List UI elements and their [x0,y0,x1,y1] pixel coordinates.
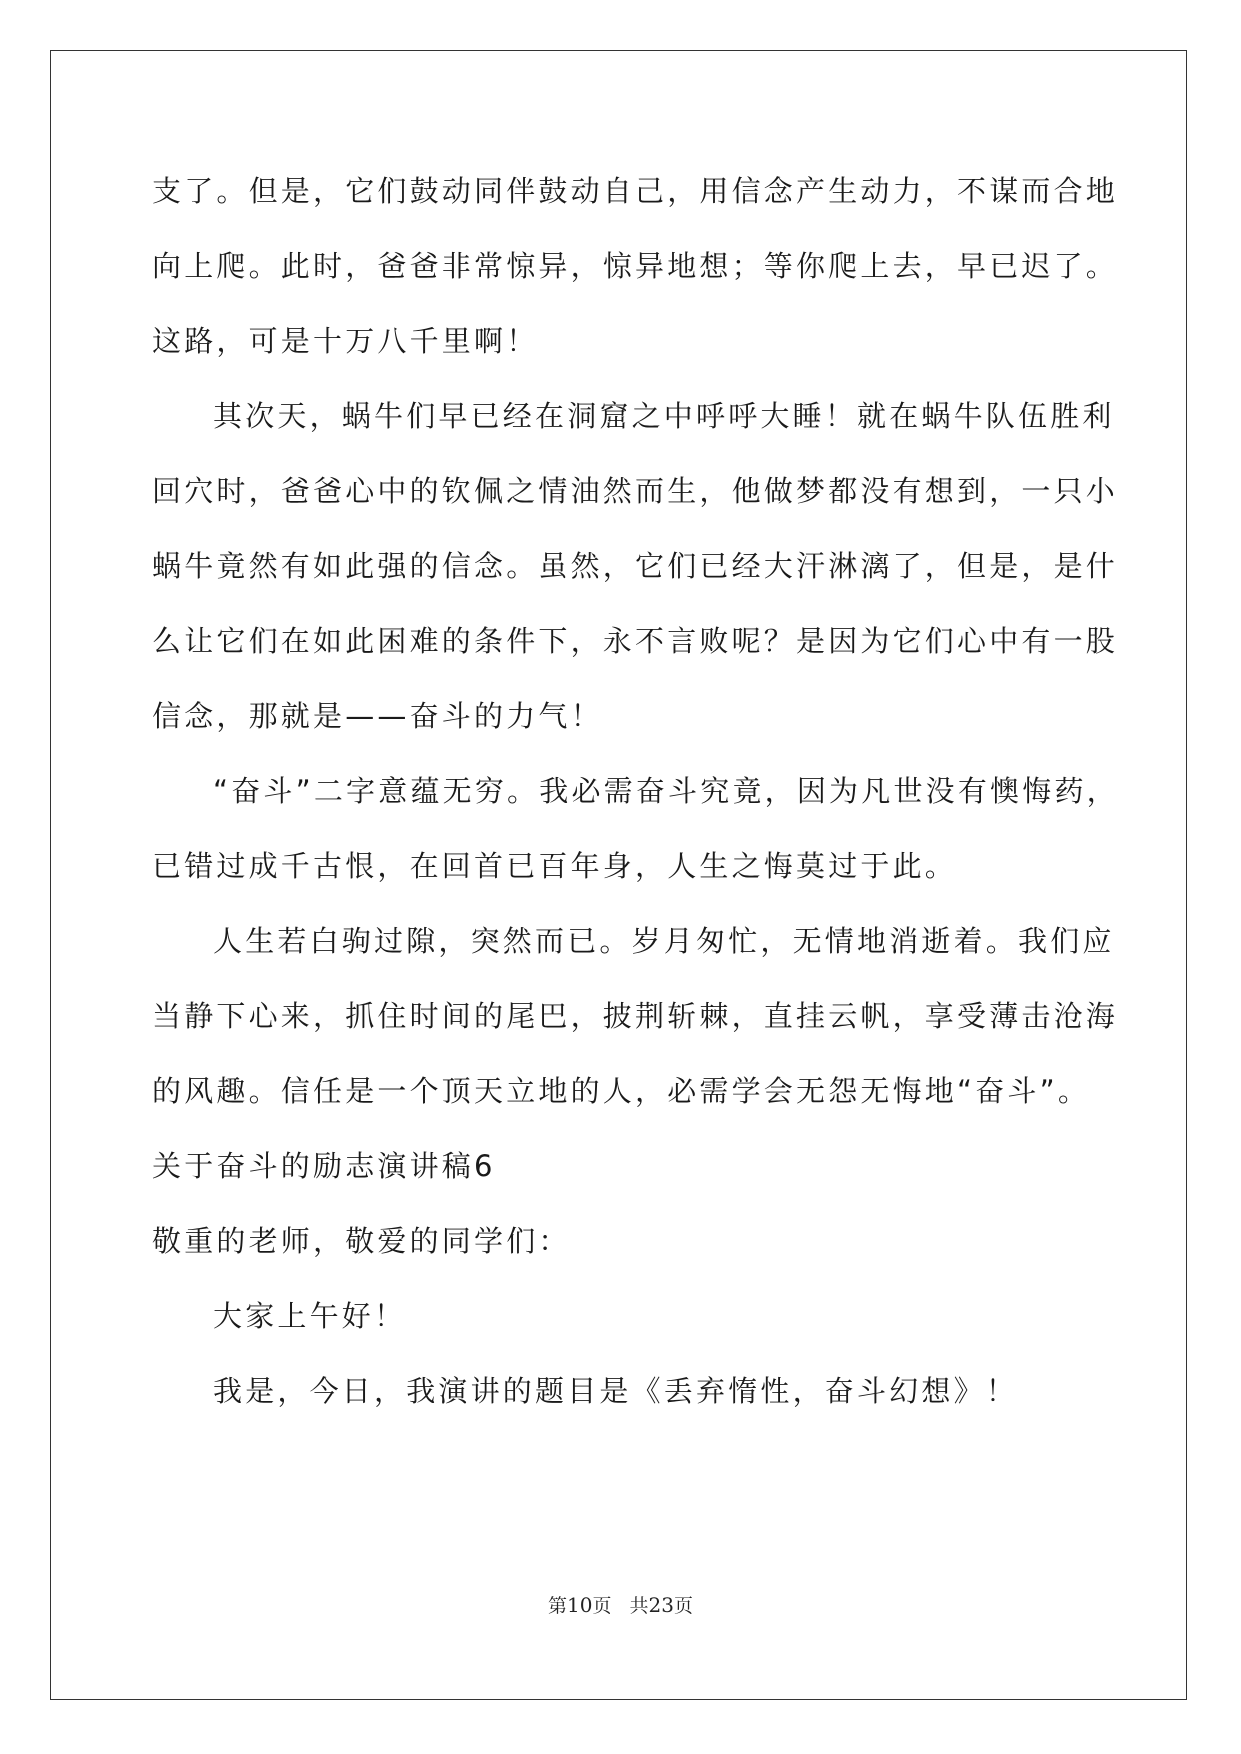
total-prefix: 共 [629,1595,649,1617]
paragraph-line: 我是，今日，我演讲的题目是《丢弃惰性，奋斗幻想》！ [213,1374,1019,1408]
paragraph-line: 向上爬。此时，爸爸非常惊异，惊异地想；等你爬上去，早已迟了。 [152,249,1119,283]
total-unit: 页 [673,1595,693,1617]
page-footer [0,1593,1241,1618]
paragraph-line: 回穴时，爸爸心中的钦佩之情油然而生，他做梦都没有想到，一只小 [152,474,1119,508]
paragraph-line: 蜗牛竟然有如此强的信念。虽然，它们已经大汗淋漓了，但是，是什 [152,549,1119,583]
paragraph-line: 当静下心来，抓住时间的尾巴，披荆斩棘，直挂云帆，享受薄击沧海 [152,999,1119,1033]
total-pages: 23 [648,1593,674,1617]
greeting-line: 大家上午好！ [213,1299,407,1333]
section-heading: 关于奋斗的励志演讲稿6 [152,1149,496,1183]
paragraph-line: 么让它们在如此困难的条件下，永不言败呢？是因为它们心中有一股 [152,624,1119,658]
paragraph-line: 信念，那就是——奋斗的力气！ [152,699,603,733]
page-prefix: 第 [548,1595,568,1617]
page-number: 10 [567,1593,593,1617]
paragraph-line: 这路，可是十万八千里啊！ [152,324,539,358]
paragraph-line: 其次天，蜗牛们早已经在洞窟之中呼呼大睡！就在蜗牛队伍胜利 [213,399,1115,433]
paragraph-line: 的风趣。信任是一个顶天立地的人，必需学会无怨无悔地“奋斗”。 [152,1074,1091,1108]
paragraph-line: “奋斗”二字意蕴无穷。我必需奋斗究竟，因为凡世没有懊悔药， [213,774,1119,808]
salutation-line: 敬重的老师，敬爱的同学们： [152,1224,571,1258]
paragraph-line: 支了。但是，它们鼓动同伴鼓动自己，用信念产生动力，不谋而合地 [152,174,1119,208]
paragraph-line: 人生若白驹过隙，突然而已。岁月匆忙，无情地消逝着。我们应 [213,924,1115,958]
paragraph-line: 已错过成千古恨，在回首已百年身，人生之悔莫过于此。 [152,849,958,883]
page-unit: 页 [592,1595,612,1617]
